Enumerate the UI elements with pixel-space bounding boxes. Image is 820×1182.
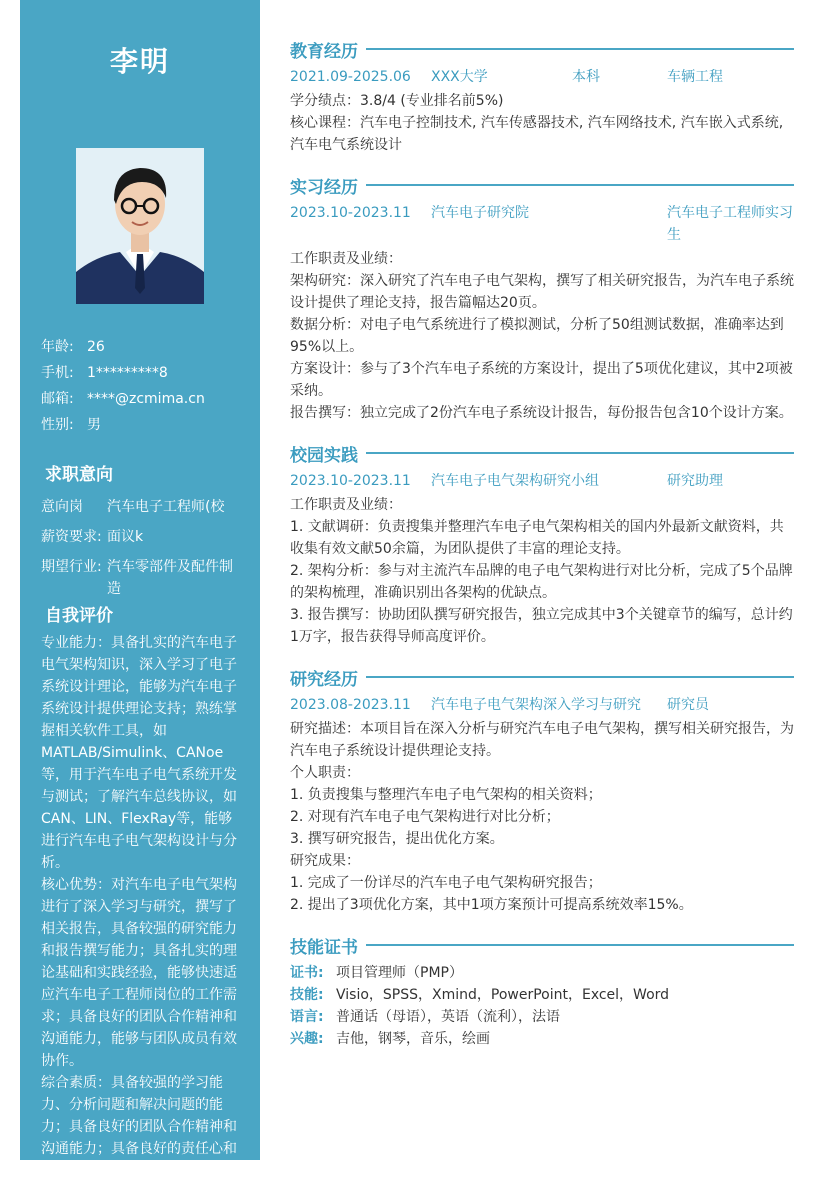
campus-org: 汽车电子电气架构研究小组 <box>431 473 599 489</box>
section-divider <box>366 184 794 186</box>
profile-photo <box>76 148 204 304</box>
internship-meta <box>290 202 794 246</box>
education-degree: 本科 <box>572 69 600 85</box>
research-org: 汽车电子电气架构深入学习与研究 <box>431 697 641 713</box>
intent-salary: 薪资要求: 面议k <box>41 529 144 545</box>
education-date: 2021.09-2025.06 <box>290 69 411 85</box>
info-gender: 性别: 男 <box>41 417 101 433</box>
research-line: 2. 对现有汽车电子电气架构进行对比分析； <box>290 809 560 825</box>
internship-org: 汽车电子研究院 <box>431 205 529 221</box>
skill-certificate: 证书: 项目管理师（PMP） <box>290 965 463 981</box>
info-age: 年龄: 26 <box>41 339 105 355</box>
research-line: 2. 提出了3项优化方案，其中1项方案预计可提高系统效率15%。 <box>290 897 693 913</box>
education-title: 教育经历 <box>290 41 358 62</box>
skills-section <box>290 932 794 1050</box>
section-divider <box>366 676 794 678</box>
internship-line: 方案设计：参与了3个汽车电子系统的方案设计，提出了5项优化建议，其中2项被采纳。 <box>290 361 793 399</box>
job-intent <box>41 496 246 608</box>
campus-meta <box>290 470 794 492</box>
self-eval-paragraph: 核心优势：对汽车电子电气架构进行了深入学习与研究，撰写了相关报告，具备较强的研究能力和报告撰写能力；具备扎实的理论基础和实践经验，能够快速适应汽车电子工程师岗位的工作需求；具备良好的团队合作精神和沟通能力，能够与团队成员有效协作。 <box>41 877 237 1069</box>
internship-date: 2023.10-2023.11 <box>290 205 411 221</box>
campus-section <box>290 440 794 648</box>
campus-line: 1. 文献调研：负责搜集并整理汽车电子电气架构相关的国内外最新文献资料，共收集有效文献50余篇，为团队提供了丰富的理论支持。 <box>290 519 784 557</box>
campus-line: 3. 报告撰写：协助团队撰写研究报告，独立完成其中3个关键章节的编写，总计约1万字，报告获得导师高度评价。 <box>290 607 793 645</box>
sidebar <box>20 0 260 1179</box>
self-eval-title: 自我评价 <box>45 606 113 626</box>
education-line: 学分绩点：3.8/4 (专业排名前5%) <box>290 93 504 109</box>
education-meta <box>290 66 794 88</box>
basic-info <box>41 334 205 438</box>
intent-position: 意向岗 汽车电子工程师(校 <box>41 499 225 515</box>
research-section <box>290 664 794 916</box>
education-section <box>290 36 794 156</box>
main-content <box>290 36 794 1066</box>
skill-interest: 兴趣: 吉他，钢琴，音乐，绘画 <box>290 1031 490 1047</box>
internship-role: 汽车电子工程师实习生 <box>667 205 793 243</box>
education-school: XXX大学 <box>431 69 488 85</box>
research-line: 1. 负责搜集与整理汽车电子电气架构的相关资料； <box>290 787 602 803</box>
campus-date: 2023.10-2023.11 <box>290 473 411 489</box>
section-divider <box>366 452 794 454</box>
internship-title: 实习经历 <box>290 177 358 198</box>
research-line: 研究描述：本项目旨在深入分析与研究汽车电子电气架构，撰写相关研究报告，为汽车电子系统设计提供理论支持。 <box>290 721 794 759</box>
campus-role: 研究助理 <box>667 473 723 489</box>
intent-industry: 期望行业: 汽车零部件及配件制造 <box>41 559 233 597</box>
self-eval-paragraph: 综合素质：具备较强的学习能力、分析问题和解决问题的能力；具备良好的团队合作精神和沟通能力；具备良好的责任心和敬业精神，能够认真负责地完成 <box>41 1075 237 1179</box>
research-title: 研究经历 <box>290 669 358 690</box>
campus-title: 校园实践 <box>290 445 358 466</box>
campus-line: 工作职责及业绩： <box>290 497 402 513</box>
research-line: 研究成果： <box>290 853 360 869</box>
research-line: 个人职责： <box>290 765 360 781</box>
research-meta <box>290 694 794 716</box>
research-line: 1. 完成了一份详尽的汽车电子电气架构研究报告； <box>290 875 602 891</box>
candidate-name: 李明 <box>109 45 170 78</box>
self-evaluation <box>41 632 246 1182</box>
education-major: 车辆工程 <box>667 69 723 85</box>
internship-line: 架构研究：深入研究了汽车电子电气架构，撰写了相关研究报告，为汽车电子系统设计提供了理论支持，报告篇幅达20页。 <box>290 273 794 311</box>
section-divider <box>366 48 794 50</box>
internship-section <box>290 172 794 424</box>
skill-tools: 技能: Visio，SPSS，Xmind，PowerPoint，Excel，Word <box>290 987 670 1003</box>
section-divider <box>366 944 794 946</box>
research-date: 2023.08-2023.11 <box>290 697 411 713</box>
self-eval-paragraph: 专业能力：具备扎实的汽车电子电气架构知识，深入学习了电子系统设计理论，能够为汽车电子系统设计提供理论支持；熟练掌握相关软件工具，如MATLAB/Simulink、CANoe等，用于汽车电子电气系统开发与测试；了解汽车总线协议，如CAN、LIN、FlexRay等，能够进行汽车电子电气架构设计与分析。 <box>41 635 237 871</box>
portrait-illustration <box>76 148 204 304</box>
internship-line: 工作职责及业绩： <box>290 251 402 267</box>
research-line: 3. 撰写研究报告，提出优化方案。 <box>290 831 504 847</box>
skills-title: 技能证书 <box>290 937 358 958</box>
research-role: 研究员 <box>667 697 709 713</box>
campus-line: 2. 架构分析：参与对主流汽车品牌的电子电气架构进行对比分析，完成了5个品牌的架构梳理，准确识别出各架构的优缺点。 <box>290 563 793 601</box>
info-phone: 手机: 1*********8 <box>41 365 168 381</box>
info-email: 邮箱: ****@zcmima.cn <box>41 391 205 407</box>
skill-language: 语言: 普通话（母语），英语（流利），法语 <box>290 1009 560 1025</box>
internship-line: 数据分析：对电子电气系统进行了模拟测试，分析了50组测试数据，准确率达到95%以上。 <box>290 317 784 355</box>
education-line: 核心课程：汽车电子控制技术, 汽车传感器技术, 汽车网络技术, 汽车嵌入式系统, 汽车电气系统设计 <box>290 115 784 153</box>
internship-line: 报告撰写：独立完成了2份汽车电子系统设计报告，每份报告包含10个设计方案。 <box>290 405 793 421</box>
intent-title: 求职意向 <box>45 465 113 485</box>
